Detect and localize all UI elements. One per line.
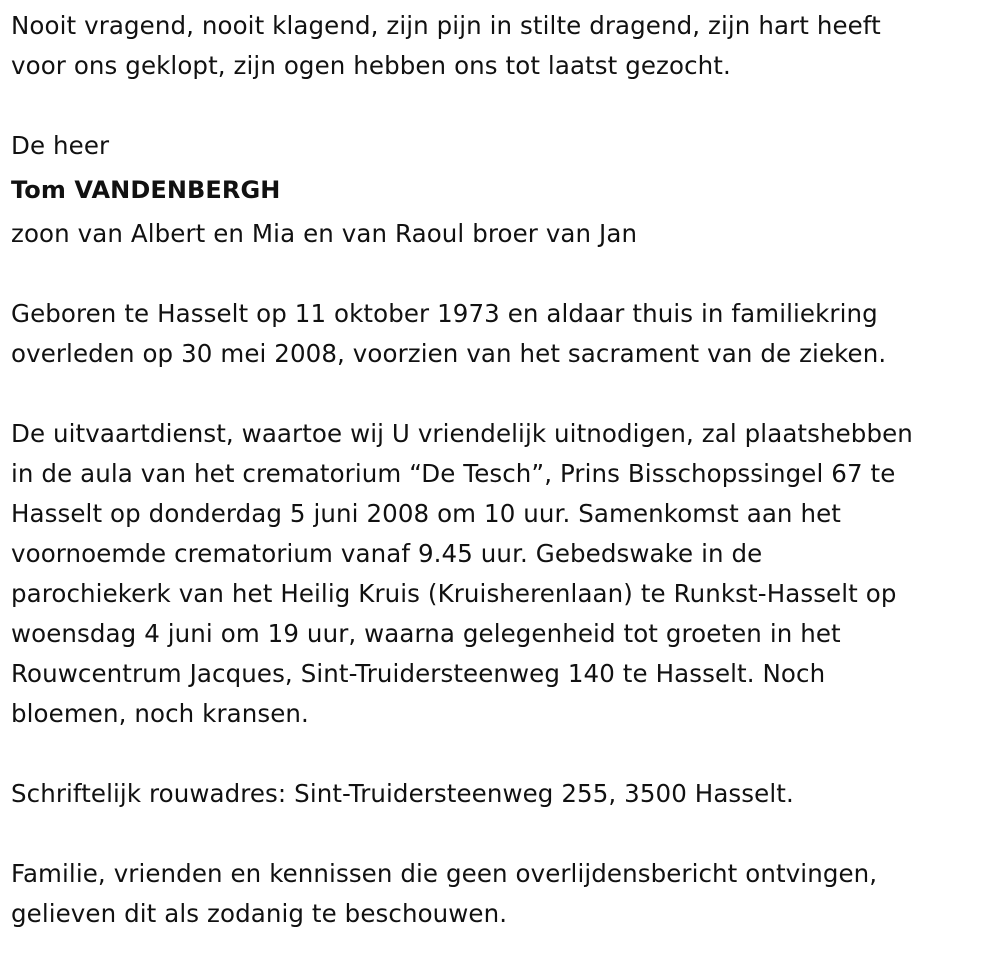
- funeral-line: bloemen, noch kransen.: [11, 699, 309, 728]
- spacer: [11, 86, 996, 126]
- closing-paragraph: [11, 854, 996, 934]
- funeral-line: woensdag 4 juni om 19 uur, waarna gelegenheid tot groeten in het: [11, 619, 841, 648]
- funeral-line: parochiekerk van het Heilig Kruis (Kruisherenlaan) te Runkst-Hasselt op: [11, 579, 897, 608]
- family-relation: zoon van Albert en Mia en van Raoul broer van Jan: [11, 219, 638, 248]
- spacer: [11, 374, 996, 414]
- birth-death-line: Geboren te Hasselt op 11 oktober 1973 en aldaar thuis in familiekring: [11, 299, 878, 328]
- funeral-paragraph: [11, 414, 996, 734]
- motto-paragraph: [11, 0, 996, 86]
- deceased-name: Tom VANDENBERGH: [11, 176, 281, 204]
- birth-death-line: overleden op 30 mei 2008, voorzien van het sacrament van de zieken.: [11, 339, 887, 368]
- motto-line: Nooit vragend, nooit klagend, zijn pijn in stilte dragend, zijn hart heeft: [11, 11, 881, 40]
- funeral-line: Rouwcentrum Jacques, Sint-Truidersteenweg 140 te Hasselt. Noch: [11, 659, 826, 688]
- funeral-line: voornoemde crematorium vanaf 9.45 uur. Gebedswake in de: [11, 539, 763, 568]
- spacer: [11, 254, 996, 294]
- closing-line: gelieven dit als zodanig te beschouwen.: [11, 899, 508, 928]
- funeral-line: De uitvaartdienst, waartoe wij U vriendelijk uitnodigen, zal plaatshebben: [11, 419, 913, 448]
- birth-death-paragraph: [11, 294, 996, 374]
- mourning-address: Schriftelijk rouwadres: Sint-Truidersteenweg 255, 3500 Hasselt.: [11, 779, 794, 808]
- title-prefix: De heer: [11, 131, 110, 160]
- funeral-line: Hasselt op donderdag 5 juni 2008 om 10 uur. Samenkomst aan het: [11, 499, 841, 528]
- spacer: [11, 734, 996, 774]
- funeral-line: in de aula van het crematorium “De Tesch”, Prins Bisschopssingel 67 te: [11, 459, 896, 488]
- spacer: [11, 814, 996, 854]
- motto-line: voor ons geklopt, zijn ogen hebben ons tot laatst gezocht.: [11, 51, 731, 80]
- obituary-notice: [11, 0, 996, 934]
- closing-line: Familie, vrienden en kennissen die geen overlijdensbericht ontvingen,: [11, 859, 878, 888]
